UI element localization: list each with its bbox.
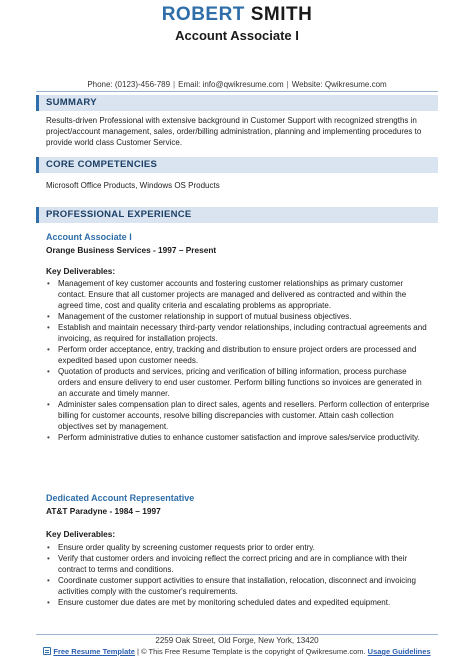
list-item: • Perform administrative duties to enhance customer satisfaction and improve sales/service productivity. <box>46 432 431 443</box>
list-item: • Administer sales compensation plan to direct sales, agents and resellers. Perform collection of enterprise billing for customer accounts, resolve billing discrepancies with customer. Attain cash collection objectives set by management. <box>46 399 431 432</box>
separator: | <box>286 80 289 89</box>
candidate-name <box>0 3 474 27</box>
summary-heading: SUMMARY <box>46 97 97 108</box>
job-company-2: AT&T Paradyne - 1984 – 1997 <box>46 506 161 516</box>
list-item: • Verify that customer orders and invoicing reflect the correct pricing and are in compliance with their contract to terms and conditions. <box>46 553 431 575</box>
copyright-text: © This Free Resume Template is the copyright of Qwikresume.com. <box>141 647 366 656</box>
job-company-1: Orange Business Services - 1997 – Present <box>46 245 217 255</box>
first-name: ROBERT <box>161 4 245 25</box>
footer-address: 2259 Oak Street, Old Forge, New York, 13420 <box>155 636 319 645</box>
list-item: • Ensure order quality by screening customer requests prior to order entry. <box>46 542 431 553</box>
free-resume-template-link[interactable]: Free Resume Template <box>53 647 135 656</box>
list-item: • Establish and maintain necessary third-party vendor relationships, including contractual agreements and invoicing, as required for installation projects. <box>46 322 431 344</box>
footer-divider <box>36 634 438 635</box>
deliverables-list-2 <box>46 542 431 608</box>
usage-guidelines-link[interactable]: Usage Guidelines <box>367 647 431 656</box>
document-icon <box>43 647 51 655</box>
email-text: Email: info@qwikresume.com <box>178 80 284 89</box>
list-item: • Coordinate customer support activities to ensure that installation, relocation, disconnect and invoicing activities comply with the customer's requirements. <box>46 575 431 597</box>
summary-text: Results-driven Professional with extensive background in Customer Support with recognized strengths in project/account management, sales, order/billing administration, planning and implementing procedures to provide world class Customer Service. <box>46 116 422 147</box>
list-item: • Management of the customer relationship in support of mutual business objectives. <box>46 311 431 322</box>
list-item: • Perform order acceptance, entry, tracking and distribution to ensure project orders are processed and expedited based upon customer needs. <box>46 344 431 366</box>
job-title: Account Associate I <box>175 28 299 43</box>
job-title-2: Dedicated Account Representative <box>46 493 195 503</box>
separator: | <box>173 80 176 89</box>
header-divider <box>36 91 438 92</box>
phone-text: Phone: (0123)-456-789 <box>87 80 171 89</box>
last-name: SMITH <box>250 4 313 25</box>
job-title-1: Account Associate I <box>46 232 132 242</box>
footer-links <box>0 647 474 657</box>
contact-line <box>0 80 474 90</box>
deliverables-label-1: Key Deliverables: <box>46 266 116 276</box>
competencies-text: Microsoft Office Products, Windows OS Products <box>46 181 220 190</box>
deliverables-label-2: Key Deliverables: <box>46 529 116 539</box>
list-item: • Management of key customer accounts and fostering customer relationships as primary customer contact. Ensure that all customer projects are managed and delivered as contracted and within the agreed time, cost and quality criteria and escalating problems as appropriate. <box>46 278 431 311</box>
experience-heading: PROFESSIONAL EXPERIENCE <box>46 209 192 220</box>
deliverables-list-1 <box>46 278 431 443</box>
website-text: Website: Qwikresume.com <box>291 80 387 89</box>
list-item: • Ensure customer due dates are met by monitoring scheduled dates and expedited equipment. <box>46 597 431 608</box>
competencies-heading: CORE COMPETENCIES <box>46 159 158 170</box>
list-item: • Quotation of products and services, pricing and verification of billing information, process purchase orders and ensure delivery to end user customer. Perform billing functions so invoices are generated in an accurate and timely manner. <box>46 366 431 399</box>
separator: | <box>137 647 139 656</box>
